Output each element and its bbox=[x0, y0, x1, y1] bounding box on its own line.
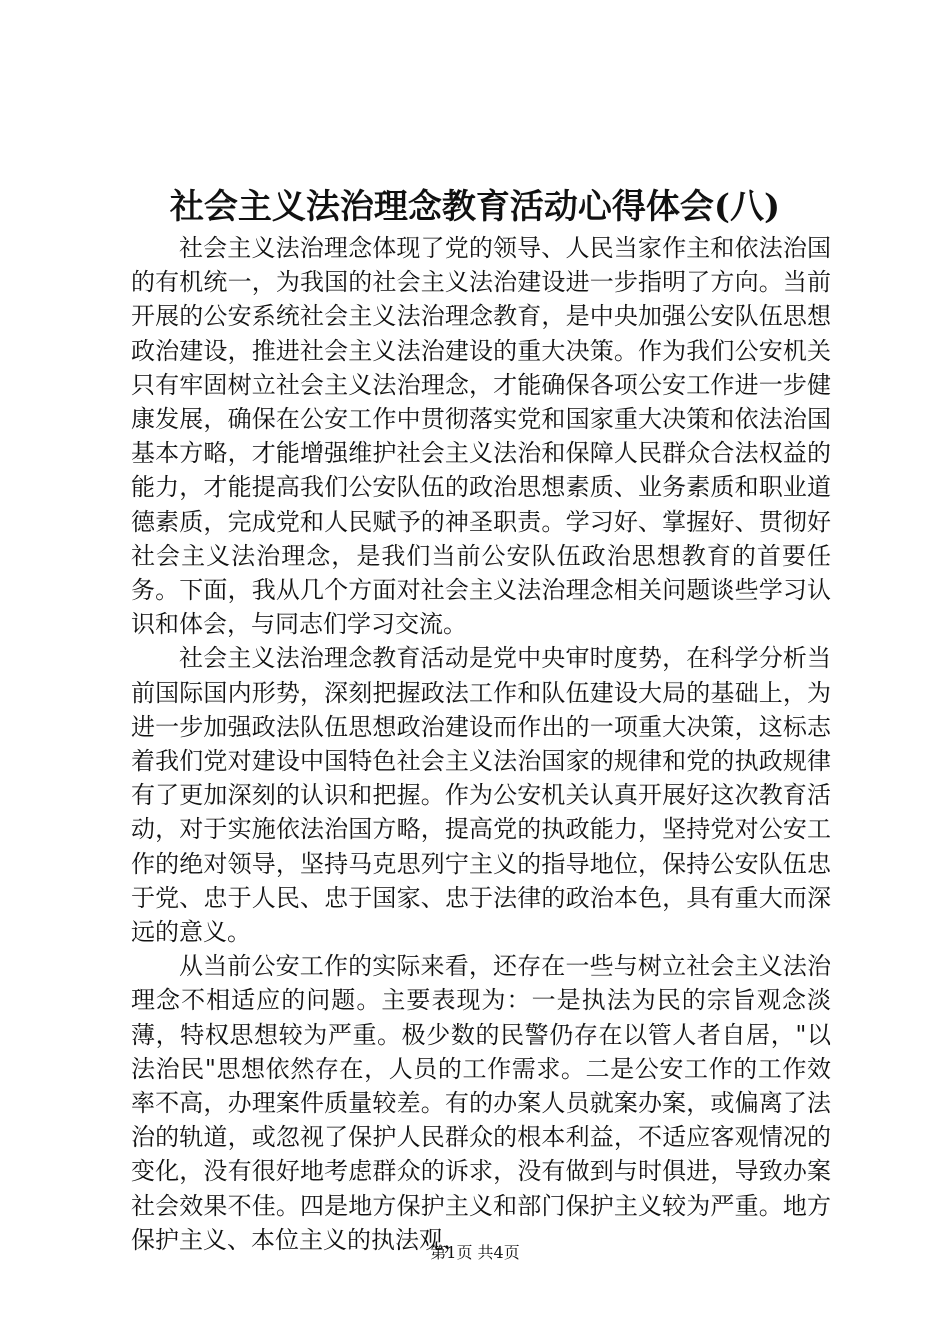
paragraph-2: 社会主义法治理念教育活动是党中央审时度势，在科学分析当前国际国内形势，深刻把握政法工作和队伍建设大局的基础上，为进一步加强政法队伍思想政治建设而作出的一项重大决策，这标志着我们党对建设中国特色社会主义法治国家的规律和党的执政规律有了更加深刻的认识和把握。作为公安机关认真开展好这次教育活动，对于实施依法治国方略，提高党的执政能力，坚持党对公安工作的绝对领导，坚持马克思列宁主义的指导地位，保持公安队伍忠于党、忠于人民、忠于国家、忠于法律的政治本色，具有重大而深远的意义。 bbox=[131, 644, 831, 947]
paragraph-3: 从当前公安工作的实际来看，还存在一些与树立社会主义法治理念不相适应的问题。主要表现为：一是执法为民的宗旨观念淡薄，特权思想较为严重。极少数的民警仍存在以管人者自居，"以法治民"思想依然存在，人员的工作需求。二是公安工作的工作效率不高，办理案件质量较差。有的办案人员就案办案，或偏离了法治的轨道，或忽视了保护人民群众的根本利益，不适应客观情况的变化，没有很好地考虑群众的诉求，没有做到与时俱进，导致办案社会效果不佳。四是地方保护主义和部门保护主义较为严重。地方保护主义、本位主义的执法观， bbox=[131, 952, 831, 1254]
document-title: 社会主义法治理念教育活动心得体会(八) bbox=[169, 187, 781, 227]
paragraph-1: 社会主义法治理念体现了党的领导、人民当家作主和依法治国的有机统一，为我国的社会主义法治建设进一步指明了方向。当前开展的公安系统社会主义法治理念教育，是中央加强公安队伍思想政治建设，推进社会主义法治建设的重大决策。作为我们公安机关只有牢固树立社会主义法治理念，才能确保各项公安工作进一步健康发展，确保在公安工作中贯彻落实党和国家重大决策和依法治国基本方略，才能增强维护社会主义法治和保障人民群众合法权益的能力，才能提高我们公安队伍的政治思想素质、业务素质和职业道德素质，完成党和人民赋予的神圣职责。学习好、掌握好、贯彻好社会主义法治理念，是我们当前公安队伍政治思想教育的首要任务。下面，我从几个方面对社会主义法治理念相关问题谈些学习认识和体会，与同志们学习交流。 bbox=[131, 234, 831, 639]
page-footer: 第1页 共4页 bbox=[430, 1243, 520, 1262]
document-body bbox=[131, 231, 831, 1257]
